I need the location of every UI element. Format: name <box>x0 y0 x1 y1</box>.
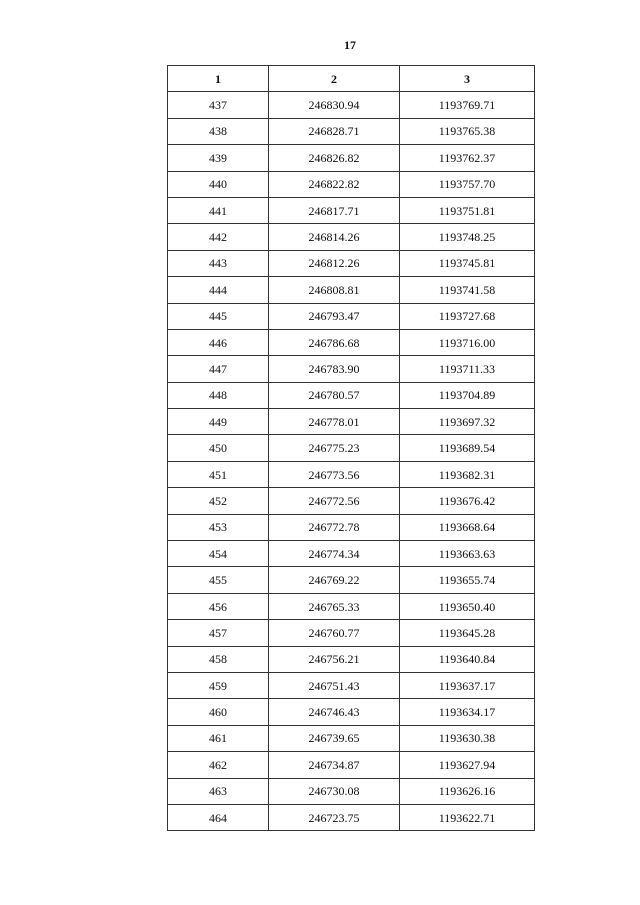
table-row <box>168 514 535 540</box>
table-row <box>168 461 535 487</box>
x-coordinate-cell: 246780.57 <box>269 382 400 408</box>
y-coordinate-cell: 1193634.17 <box>400 699 535 725</box>
x-coordinate-cell: 246775.23 <box>269 435 400 461</box>
table-row <box>168 541 535 567</box>
y-coordinate-cell: 1193689.54 <box>400 435 535 461</box>
coordinates-table <box>167 65 535 831</box>
x-coordinate-cell: 246828.71 <box>269 118 400 144</box>
x-coordinate-cell: 246772.78 <box>269 514 400 540</box>
table-row <box>168 567 535 593</box>
table-row <box>168 593 535 619</box>
point-number-cell: 444 <box>168 277 269 303</box>
x-coordinate-cell: 246769.22 <box>269 567 400 593</box>
table-row <box>168 356 535 382</box>
y-coordinate-cell: 1193622.71 <box>400 804 535 830</box>
y-coordinate-cell: 1193640.84 <box>400 646 535 672</box>
column-header-2: 2 <box>269 66 400 92</box>
x-coordinate-cell: 246808.81 <box>269 277 400 303</box>
column-header-1: 1 <box>168 66 269 92</box>
x-coordinate-cell: 246793.47 <box>269 303 400 329</box>
y-coordinate-cell: 1193645.28 <box>400 620 535 646</box>
x-coordinate-cell: 246756.21 <box>269 646 400 672</box>
table-row <box>168 92 535 118</box>
x-coordinate-cell: 246723.75 <box>269 804 400 830</box>
point-number-cell: 447 <box>168 356 269 382</box>
point-number-cell: 446 <box>168 329 269 355</box>
point-number-cell: 440 <box>168 171 269 197</box>
y-coordinate-cell: 1193682.31 <box>400 461 535 487</box>
y-coordinate-cell: 1193745.81 <box>400 250 535 276</box>
x-coordinate-cell: 246830.94 <box>269 92 400 118</box>
point-number-cell: 449 <box>168 409 269 435</box>
y-coordinate-cell: 1193668.64 <box>400 514 535 540</box>
point-number-cell: 464 <box>168 804 269 830</box>
x-coordinate-cell: 246765.33 <box>269 593 400 619</box>
table-header <box>168 66 535 92</box>
table-row <box>168 752 535 778</box>
table-row <box>168 303 535 329</box>
y-coordinate-cell: 1193676.42 <box>400 488 535 514</box>
point-number-cell: 437 <box>168 92 269 118</box>
y-coordinate-cell: 1193769.71 <box>400 92 535 118</box>
point-number-cell: 450 <box>168 435 269 461</box>
point-number-cell: 461 <box>168 725 269 751</box>
x-coordinate-cell: 246760.77 <box>269 620 400 646</box>
y-coordinate-cell: 1193716.00 <box>400 329 535 355</box>
table-body <box>168 92 535 831</box>
point-number-cell: 463 <box>168 778 269 804</box>
table-row <box>168 329 535 355</box>
y-coordinate-cell: 1193757.70 <box>400 171 535 197</box>
table-row <box>168 488 535 514</box>
point-number-cell: 457 <box>168 620 269 646</box>
y-coordinate-cell: 1193650.40 <box>400 593 535 619</box>
point-number-cell: 452 <box>168 488 269 514</box>
point-number-cell: 441 <box>168 197 269 223</box>
point-number-cell: 462 <box>168 752 269 778</box>
x-coordinate-cell: 246746.43 <box>269 699 400 725</box>
y-coordinate-cell: 1193627.94 <box>400 752 535 778</box>
x-coordinate-cell: 246772.56 <box>269 488 400 514</box>
x-coordinate-cell: 246734.87 <box>269 752 400 778</box>
table-row <box>168 197 535 223</box>
table-row <box>168 145 535 171</box>
y-coordinate-cell: 1193637.17 <box>400 672 535 698</box>
point-number-cell: 442 <box>168 224 269 250</box>
x-coordinate-cell: 246778.01 <box>269 409 400 435</box>
x-coordinate-cell: 246751.43 <box>269 672 400 698</box>
x-coordinate-cell: 246826.82 <box>269 145 400 171</box>
y-coordinate-cell: 1193748.25 <box>400 224 535 250</box>
y-coordinate-cell: 1193663.63 <box>400 541 535 567</box>
y-coordinate-cell: 1193697.32 <box>400 409 535 435</box>
table-row <box>168 804 535 830</box>
x-coordinate-cell: 246730.08 <box>269 778 400 804</box>
x-coordinate-cell: 246812.26 <box>269 250 400 276</box>
table-row <box>168 250 535 276</box>
table-row <box>168 224 535 250</box>
y-coordinate-cell: 1193655.74 <box>400 567 535 593</box>
table-row <box>168 620 535 646</box>
point-number-cell: 458 <box>168 646 269 672</box>
y-coordinate-cell: 1193741.58 <box>400 277 535 303</box>
y-coordinate-cell: 1193630.38 <box>400 725 535 751</box>
table-row <box>168 118 535 144</box>
table-row <box>168 382 535 408</box>
point-number-cell: 451 <box>168 461 269 487</box>
y-coordinate-cell: 1193704.89 <box>400 382 535 408</box>
x-coordinate-cell: 246786.68 <box>269 329 400 355</box>
point-number-cell: 454 <box>168 541 269 567</box>
point-number-cell: 438 <box>168 118 269 144</box>
point-number-cell: 443 <box>168 250 269 276</box>
x-coordinate-cell: 246773.56 <box>269 461 400 487</box>
point-number-cell: 439 <box>168 145 269 171</box>
point-number-cell: 459 <box>168 672 269 698</box>
table-row <box>168 277 535 303</box>
point-number-cell: 453 <box>168 514 269 540</box>
x-coordinate-cell: 246817.71 <box>269 197 400 223</box>
y-coordinate-cell: 1193762.37 <box>400 145 535 171</box>
x-coordinate-cell: 246783.90 <box>269 356 400 382</box>
table-row <box>168 699 535 725</box>
table-row <box>168 435 535 461</box>
x-coordinate-cell: 246774.34 <box>269 541 400 567</box>
point-number-cell: 455 <box>168 567 269 593</box>
table-row <box>168 725 535 751</box>
y-coordinate-cell: 1193751.81 <box>400 197 535 223</box>
y-coordinate-cell: 1193727.68 <box>400 303 535 329</box>
x-coordinate-cell: 246814.26 <box>269 224 400 250</box>
point-number-cell: 445 <box>168 303 269 329</box>
point-number-cell: 448 <box>168 382 269 408</box>
page-number: 17 <box>344 38 356 52</box>
table-row <box>168 646 535 672</box>
table-row <box>168 409 535 435</box>
point-number-cell: 460 <box>168 699 269 725</box>
y-coordinate-cell: 1193626.16 <box>400 778 535 804</box>
x-coordinate-cell: 246822.82 <box>269 171 400 197</box>
table-row <box>168 778 535 804</box>
x-coordinate-cell: 246739.65 <box>269 725 400 751</box>
column-header-3: 3 <box>400 66 535 92</box>
table-row <box>168 171 535 197</box>
header-row <box>168 66 535 92</box>
y-coordinate-cell: 1193765.38 <box>400 118 535 144</box>
table-row <box>168 672 535 698</box>
point-number-cell: 456 <box>168 593 269 619</box>
y-coordinate-cell: 1193711.33 <box>400 356 535 382</box>
